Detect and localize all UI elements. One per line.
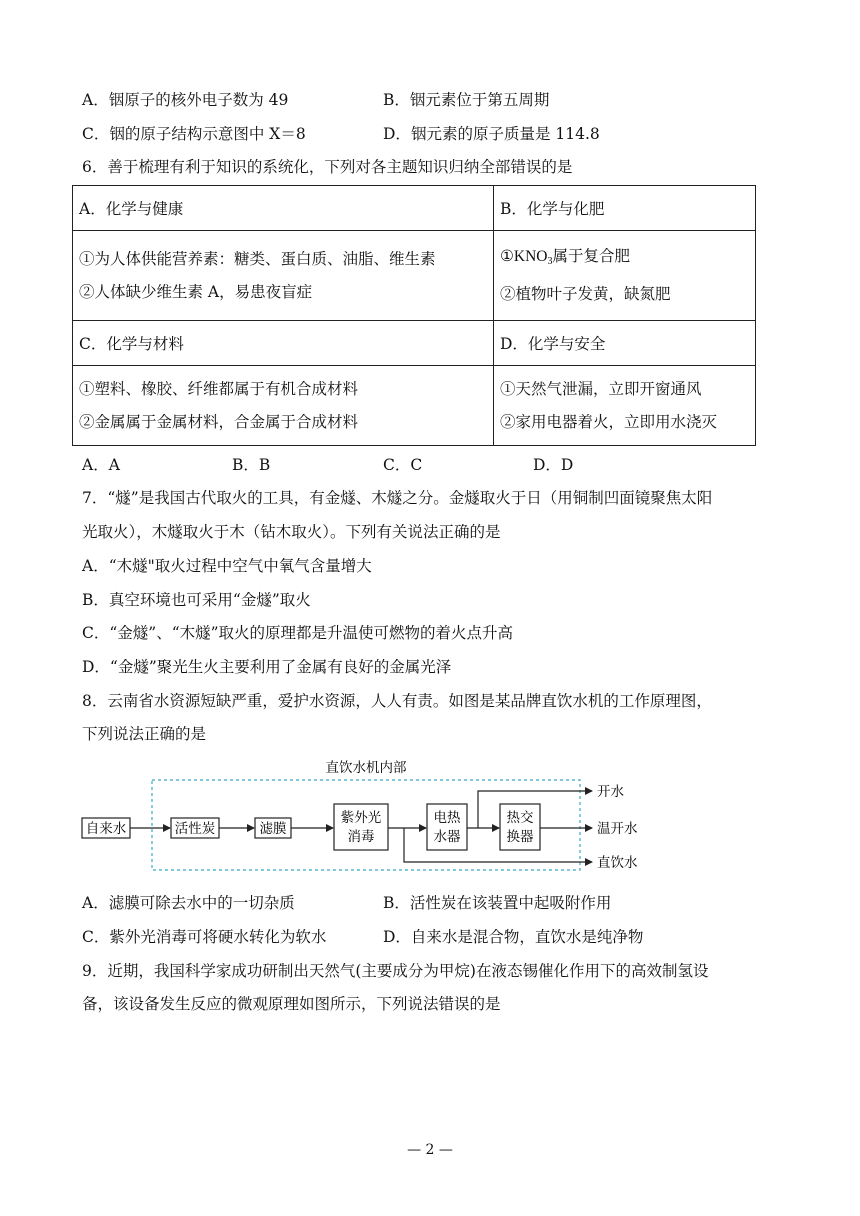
q6-stem: 6．善于梳理有利于知识的系统化，下列对各主题知识归纳全部错误的是 (82, 158, 573, 176)
q7-option-c: C．“金燧”、“木燧”取火的原理都是升温使可燃物的着火点升高 (82, 624, 514, 642)
q9-stem-line-2: 备，该设备发生反应的微观原理如图所示，下列说法错误的是 (82, 995, 501, 1013)
page-number: — 2 — (407, 1142, 453, 1158)
flow-arrow-direct (404, 828, 592, 862)
q6-cell-b-title: B．化学与化肥 (494, 186, 756, 231)
q6-b-item-1: $①KNO_3$属于复合肥 (500, 247, 631, 267)
q6-knowledge-table (72, 185, 756, 446)
q6-cell-d-content (494, 366, 756, 446)
q7-option-a: A．“木燧"取火过程中空气中氧气含量增大 (82, 557, 372, 575)
heater-label-1: 电热 (433, 810, 461, 826)
q5-option-b: B．铟元素位于第五周期 (383, 91, 550, 109)
flow-arrow-boiling (478, 791, 592, 828)
q6-b-item-2: ②植物叶子发黄，缺氮肥 (500, 285, 671, 303)
q9-stem-line-1: 9．近期，我国科学家成功研制出天然气(主要成分为甲烷)在液态锡催化作用下的高效制氢设 (82, 962, 709, 980)
output-boiling-label: 开水 (597, 784, 624, 800)
exchanger-label-2: 换器 (506, 829, 534, 845)
uv-label-2: 消毒 (347, 829, 375, 845)
q8-stem-line-1: 8．云南省水资源短缺严重，爱护水资源，人人有责。如图是某品牌直饮水机的工作原理图， (82, 692, 712, 710)
q8-stem-line-2: 下列说法正确的是 (82, 725, 207, 743)
q7-stem-line-2: 光取火），木燧取火于木（钻木取火）。下列有关说法正确的是 (82, 523, 501, 541)
q7-option-b: B．真空环境也可采用“金燧”取火 (82, 591, 311, 609)
q6-cell-d-title: D．化学与安全 (494, 321, 756, 366)
q6-option-b: B．B (232, 456, 271, 474)
q5-option-c: C．铟的原子结构示意图中 X＝8 (82, 125, 306, 143)
tap-water-label: 自来水 (85, 821, 127, 837)
q5-option-a: A．铟原子的核外电子数为 49 (82, 91, 289, 109)
q6-d-item-2: ②家用电器着火，立即用水浇灭 (500, 412, 718, 431)
q6-c-item-2: ②金属属于金属材料，合金属于合成材料 (79, 412, 359, 431)
q6-cell-c-title: C．化学与材料 (73, 321, 494, 366)
q8-option-d: D．自来水是混合物，直饮水是纯净物 (383, 928, 644, 946)
q8-option-b: B．活性炭在该装置中起吸附作用 (383, 894, 612, 912)
q8-option-c: C．紫外光消毒可将硬水转化为软水 (82, 928, 327, 946)
q6-cell-c-content (73, 366, 494, 446)
heater-label-2: 水器 (433, 829, 461, 845)
q7-stem-line-1: 7．“燧”是我国古代取火的工具，有金燧、木燧之分。金燧取火于日（用铜制凹面镜聚焦太阳 (82, 489, 713, 507)
q8-option-a: A．滤膜可除去水中的一切杂质 (82, 894, 295, 912)
membrane-label: 滤膜 (259, 821, 287, 837)
uv-label-1: 紫外光 (340, 810, 382, 826)
q6-cell-a-content (73, 231, 494, 321)
q6-cell-b-content (494, 231, 756, 321)
q6-c-item-1: ①塑料、橡胶、纤维都属于有机合成材料 (79, 379, 359, 398)
q6-option-a: A．A (82, 456, 120, 474)
q6-option-c: C．C (383, 456, 423, 474)
exchanger-label-1: 热交 (506, 810, 534, 826)
q6-a-item-2: ②人体缺少维生素 A，易患夜盲症 (79, 282, 313, 301)
diagram-title: 直饮水机内部 (325, 760, 407, 776)
carbon-label: 活性炭 (174, 821, 216, 837)
output-direct-label: 直饮水 (597, 855, 638, 871)
q7-option-d: D．“金燧”聚光生火主要利用了金属有良好的金属光泽 (82, 658, 452, 676)
q6-cell-a-title: A．化学与健康 (73, 186, 494, 231)
output-warm-label: 温开水 (597, 821, 638, 837)
q5-option-d: D．铟元素的原子质量是 114.8 (383, 125, 600, 143)
water-dispenser-diagram (0, 750, 860, 885)
q6-d-item-1: ①天然气泄漏，立即开窗通风 (500, 379, 702, 398)
q6-a-item-1: ①为人体供能营养素：糖类、蛋白质、油脂、维生素 (79, 249, 436, 268)
q6-option-d: D．D (533, 456, 574, 474)
